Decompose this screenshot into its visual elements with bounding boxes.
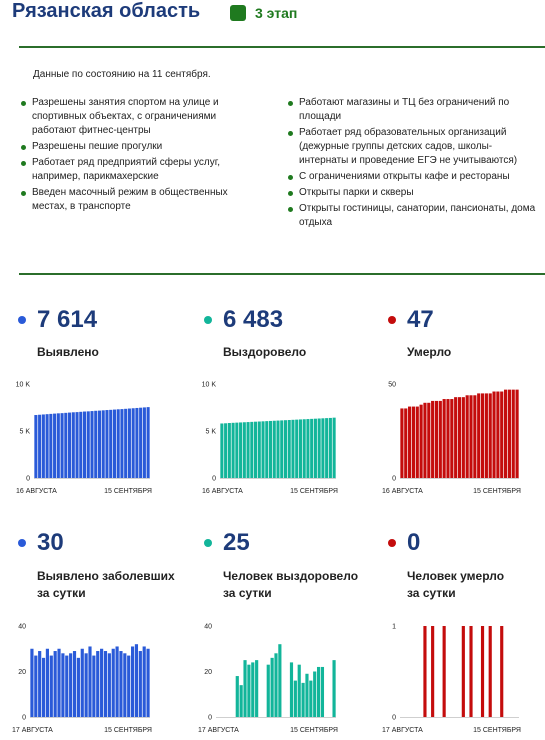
list-item-text: Работают магазины и ТЦ без ограничений по площади [299, 97, 510, 122]
chart-bar [85, 653, 88, 717]
chart-bar [404, 408, 407, 478]
chart-bar [258, 422, 261, 478]
list-item-text: Разрешены пешие прогулки [32, 141, 163, 152]
stat-value: 30 [37, 529, 64, 556]
chart-bar [489, 626, 492, 717]
chart-bar [42, 658, 45, 717]
chart-bar [332, 660, 335, 717]
chart-bar [427, 403, 430, 478]
stat-label: Человек умерло [407, 569, 505, 583]
x-start-label: 17 АВГУСТА [198, 727, 239, 734]
chart-bar [273, 421, 276, 478]
list-item [21, 186, 261, 214]
chart-bar [143, 646, 146, 717]
chart-bar [53, 414, 56, 478]
x-end-label: 15 СЕНТЯБРЯ [473, 727, 521, 734]
chart-bar [139, 408, 142, 478]
date-note: Данные по состоянию на 11 сентября. [33, 69, 211, 80]
stat-value: 7 614 [37, 306, 98, 333]
bullet-icon [21, 101, 26, 106]
y-tick-label: 10 K [15, 381, 30, 389]
chart-bar [96, 651, 99, 717]
chart-bar [120, 409, 123, 478]
chart-bar [49, 414, 52, 478]
chart-bar [408, 407, 411, 478]
chart-bar [143, 407, 146, 478]
cases-daily-chart [2, 618, 162, 740]
chart-bar [98, 411, 101, 478]
y-tick-label: 5 K [19, 428, 30, 436]
chart-bar [46, 649, 49, 717]
chart-bar [135, 644, 138, 717]
chart-bar [109, 410, 112, 478]
chart-bar [423, 626, 426, 717]
chart-bar [508, 390, 511, 478]
list-item [288, 126, 538, 168]
chart-bar [516, 390, 519, 478]
chart-bar [473, 395, 476, 478]
stat-value: 47 [407, 306, 434, 333]
x-end-label: 15 СЕНТЯБРЯ [104, 488, 152, 495]
chart-bar [294, 681, 297, 717]
stage-indicator [230, 4, 297, 21]
chart-bar [314, 419, 317, 478]
chart-bar [240, 685, 243, 717]
chart-bar [450, 399, 453, 478]
stat-label-line2: за сутки [223, 586, 272, 600]
chart-bar [299, 419, 302, 478]
chart-bar [224, 423, 227, 478]
chart-bar [329, 418, 332, 478]
chart-bar [228, 423, 231, 478]
top-divider [19, 46, 545, 48]
chart-bar [236, 676, 239, 717]
status-dot-icon [18, 539, 26, 547]
chart-bar [446, 399, 449, 478]
x-start-label: 17 АВГУСТА [12, 727, 53, 734]
chart-bar [254, 422, 257, 478]
stat-label-line2: за сутки [407, 586, 456, 600]
chart-bar [83, 412, 86, 478]
x-end-label: 15 СЕНТЯБРЯ [290, 488, 338, 495]
chart-bar [431, 626, 434, 717]
chart-bar [128, 409, 131, 478]
chart-bar [280, 420, 283, 478]
chart-bar [262, 421, 265, 478]
chart-bar [65, 656, 68, 717]
chart-bar [302, 683, 305, 717]
chart-bar [135, 408, 138, 478]
chart-bar [466, 395, 469, 478]
y-tick-label: 0 [26, 475, 30, 483]
chart-bar [439, 401, 442, 478]
list-item [288, 202, 538, 230]
chart-bar [443, 399, 446, 478]
list-item [288, 186, 538, 200]
x-start-label: 17 АВГУСТА [382, 727, 423, 734]
chart-bar [443, 626, 446, 717]
y-tick-label: 20 [18, 669, 26, 676]
chart-bar [462, 397, 465, 478]
chart-bar [477, 393, 480, 478]
chart-bar [321, 418, 324, 478]
chart-bar [46, 414, 49, 478]
chart-bar [119, 651, 122, 717]
section-divider [19, 273, 545, 275]
chart-bar [90, 411, 93, 478]
chart-bar [42, 414, 45, 478]
chart-bar [250, 422, 253, 478]
list-item [21, 96, 261, 138]
y-tick-label: 40 [204, 623, 212, 631]
chart-bar [271, 658, 274, 717]
chart-bar [278, 644, 281, 717]
stat-label-line2: за сутки [37, 586, 86, 600]
x-end-label: 15 СЕНТЯБРЯ [290, 727, 338, 734]
restrictions-left-list [21, 96, 261, 216]
chart-bar [117, 409, 120, 478]
chart-bar [68, 413, 71, 478]
chart-bar [303, 419, 306, 478]
list-item [288, 170, 538, 184]
chart-bar [274, 653, 277, 717]
y-tick-label: 0 [212, 475, 216, 483]
bullet-icon [288, 175, 293, 180]
y-tick-label: 0 [208, 714, 212, 722]
chart-bar [104, 651, 107, 717]
chart-bar [321, 667, 324, 717]
chart-bar [243, 422, 246, 478]
chart-bar [132, 408, 135, 478]
chart-bar [38, 415, 41, 478]
status-dot-icon [18, 316, 26, 324]
chart-bar [469, 626, 472, 717]
list-item [21, 156, 261, 184]
x-start-label: 16 АВГУСТА [382, 488, 423, 495]
bullet-icon [21, 161, 26, 166]
chart-bar [291, 420, 294, 478]
y-tick-label: 0 [392, 475, 396, 483]
chart-bar [469, 395, 472, 478]
stat-value: 0 [407, 529, 421, 556]
chart-bar [232, 423, 235, 478]
chart-bar [81, 649, 84, 717]
y-tick-label: 10 K [201, 381, 216, 389]
status-dot-icon [388, 316, 396, 324]
stage-marker-icon [230, 5, 246, 21]
list-item-text: Открыты парки и скверы [299, 187, 414, 198]
bullet-icon [288, 207, 293, 212]
chart-bar [61, 413, 64, 478]
chart-bar [77, 658, 80, 717]
chart-bar [57, 413, 60, 478]
chart-bar [284, 420, 287, 478]
list-item-text: Работает ряд образовательных организаций (дежурные группы детских садов, школы-интернаты и проведение ЕГЭ не учитываются) [299, 127, 518, 166]
chart-bar [88, 646, 91, 717]
chart-bar [34, 656, 37, 717]
chart-bar [116, 646, 119, 717]
chart-bar [54, 651, 57, 717]
stage-label: 3 этап [255, 4, 298, 21]
chart-bar [124, 409, 127, 478]
x-start-label: 16 АВГУСТА [16, 488, 57, 495]
x-start-label: 16 АВГУСТА [202, 488, 243, 495]
chart-bar [400, 408, 403, 478]
chart-bar [113, 410, 116, 478]
chart-bar [220, 423, 223, 478]
stat-value: 25 [223, 529, 250, 556]
chart-bar [325, 418, 328, 478]
y-tick-label: 0 [392, 714, 396, 722]
bullet-icon [288, 191, 293, 196]
chart-bar [243, 660, 246, 717]
status-dot-icon [204, 539, 212, 547]
chart-bar [102, 410, 105, 478]
chart-bar [38, 651, 41, 717]
bullet-icon [21, 145, 26, 150]
restrictions-right-list [288, 96, 538, 232]
stat-label: Выздоровело [223, 345, 307, 359]
chart-bar [131, 646, 134, 717]
chart-bar [92, 656, 95, 717]
chart-bar [313, 672, 316, 718]
chart-bar [267, 665, 270, 717]
chart-bar [496, 392, 499, 478]
y-tick-label: 1 [392, 623, 396, 631]
chart-bar [64, 413, 67, 478]
stat-label: Умерло [407, 345, 452, 359]
recovered-daily-chart [188, 618, 348, 740]
chart-bar [69, 653, 72, 717]
bullet-icon [288, 131, 293, 136]
chart-bar [454, 397, 457, 478]
chart-bar [247, 665, 250, 717]
chart-bar [412, 407, 415, 478]
chart-bar [76, 412, 79, 478]
chart-bar [72, 412, 75, 478]
chart-bar [317, 667, 320, 717]
chart-bar [276, 421, 279, 478]
chart-bar [30, 649, 33, 717]
bullet-icon [288, 101, 293, 106]
chart-bar [61, 653, 64, 717]
y-tick-label: 40 [18, 623, 26, 631]
chart-bar [123, 653, 126, 717]
chart-bar [485, 393, 488, 478]
cases-total-chart [2, 376, 162, 500]
chart-bar [73, 651, 76, 717]
chart-bar [251, 662, 254, 717]
chart-bar [462, 626, 465, 717]
chart-bar [481, 626, 484, 717]
chart-bar [94, 411, 97, 478]
stat-label: Выявлено заболевших [37, 569, 175, 583]
chart-bar [435, 401, 438, 478]
chart-bar [512, 390, 515, 478]
chart-bar [288, 420, 291, 478]
chart-bar [492, 392, 495, 478]
list-item [21, 140, 261, 154]
chart-bar [239, 422, 242, 478]
chart-bar [255, 660, 258, 717]
chart-bar [235, 423, 238, 478]
chart-bar [333, 418, 336, 478]
chart-bar [147, 407, 150, 478]
x-end-label: 15 СЕНТЯБРЯ [473, 488, 521, 495]
chart-bar [458, 397, 461, 478]
bullet-icon [21, 191, 26, 196]
x-end-label: 15 СЕНТЯБРЯ [104, 727, 152, 734]
list-item [288, 96, 538, 124]
stat-label: Выявлено [37, 345, 99, 359]
list-item-text: Введен масочный режим в общественных местах, в транспорте [32, 187, 228, 212]
stat-value: 6 483 [223, 306, 284, 333]
chart-bar [247, 422, 250, 478]
recovered-total-chart [188, 376, 348, 500]
chart-bar [87, 411, 90, 478]
y-tick-label: 0 [22, 714, 26, 722]
chart-bar [318, 419, 321, 479]
chart-bar [34, 415, 37, 478]
chart-bar [146, 649, 149, 717]
stat-label: Человек выздоровело [223, 569, 359, 583]
y-tick-label: 50 [388, 381, 396, 389]
chart-bar [105, 410, 108, 478]
chart-bar [290, 662, 293, 717]
chart-bar [298, 665, 301, 717]
list-item-text: Разрешены занятия спортом на улице и спортивных объектах, с ограничениями работают фитнес-центры [32, 97, 219, 136]
list-item-text: Открыты гостиницы, санатории, пансионаты, дома отдыха [299, 203, 536, 228]
chart-bar [423, 403, 426, 478]
list-item-text: С ограничениями открыты кафе и рестораны [299, 171, 510, 182]
chart-bar [295, 420, 298, 478]
status-dot-icon [204, 316, 212, 324]
chart-bar [500, 392, 503, 478]
chart-bar [310, 419, 313, 478]
chart-bar [306, 419, 309, 478]
chart-bar [481, 393, 484, 478]
chart-bar [127, 656, 130, 717]
chart-bar [420, 405, 423, 478]
y-tick-label: 20 [204, 669, 212, 676]
deaths-total-chart [372, 376, 532, 500]
chart-bar [50, 656, 53, 717]
chart-bar [504, 390, 507, 478]
chart-bar [79, 412, 82, 478]
chart-bar [489, 393, 492, 478]
chart-bar [309, 681, 312, 717]
status-dot-icon [388, 539, 396, 547]
chart-bar [305, 674, 308, 717]
chart-bar [500, 626, 503, 717]
y-tick-label: 5 K [205, 428, 216, 436]
chart-bar [112, 649, 115, 717]
chart-bar [416, 407, 419, 478]
chart-bar [431, 401, 434, 478]
chart-bar [108, 653, 111, 717]
chart-bar [269, 421, 272, 478]
chart-bar [57, 649, 60, 717]
region-title: Рязанская область [12, 0, 201, 22]
chart-bar [100, 649, 103, 717]
chart-bar [265, 421, 268, 478]
chart-bar [139, 651, 142, 717]
list-item-text: Работает ряд предприятий сферы услуг, например, парикмахерские [32, 157, 220, 182]
deaths-daily-chart [372, 618, 532, 740]
